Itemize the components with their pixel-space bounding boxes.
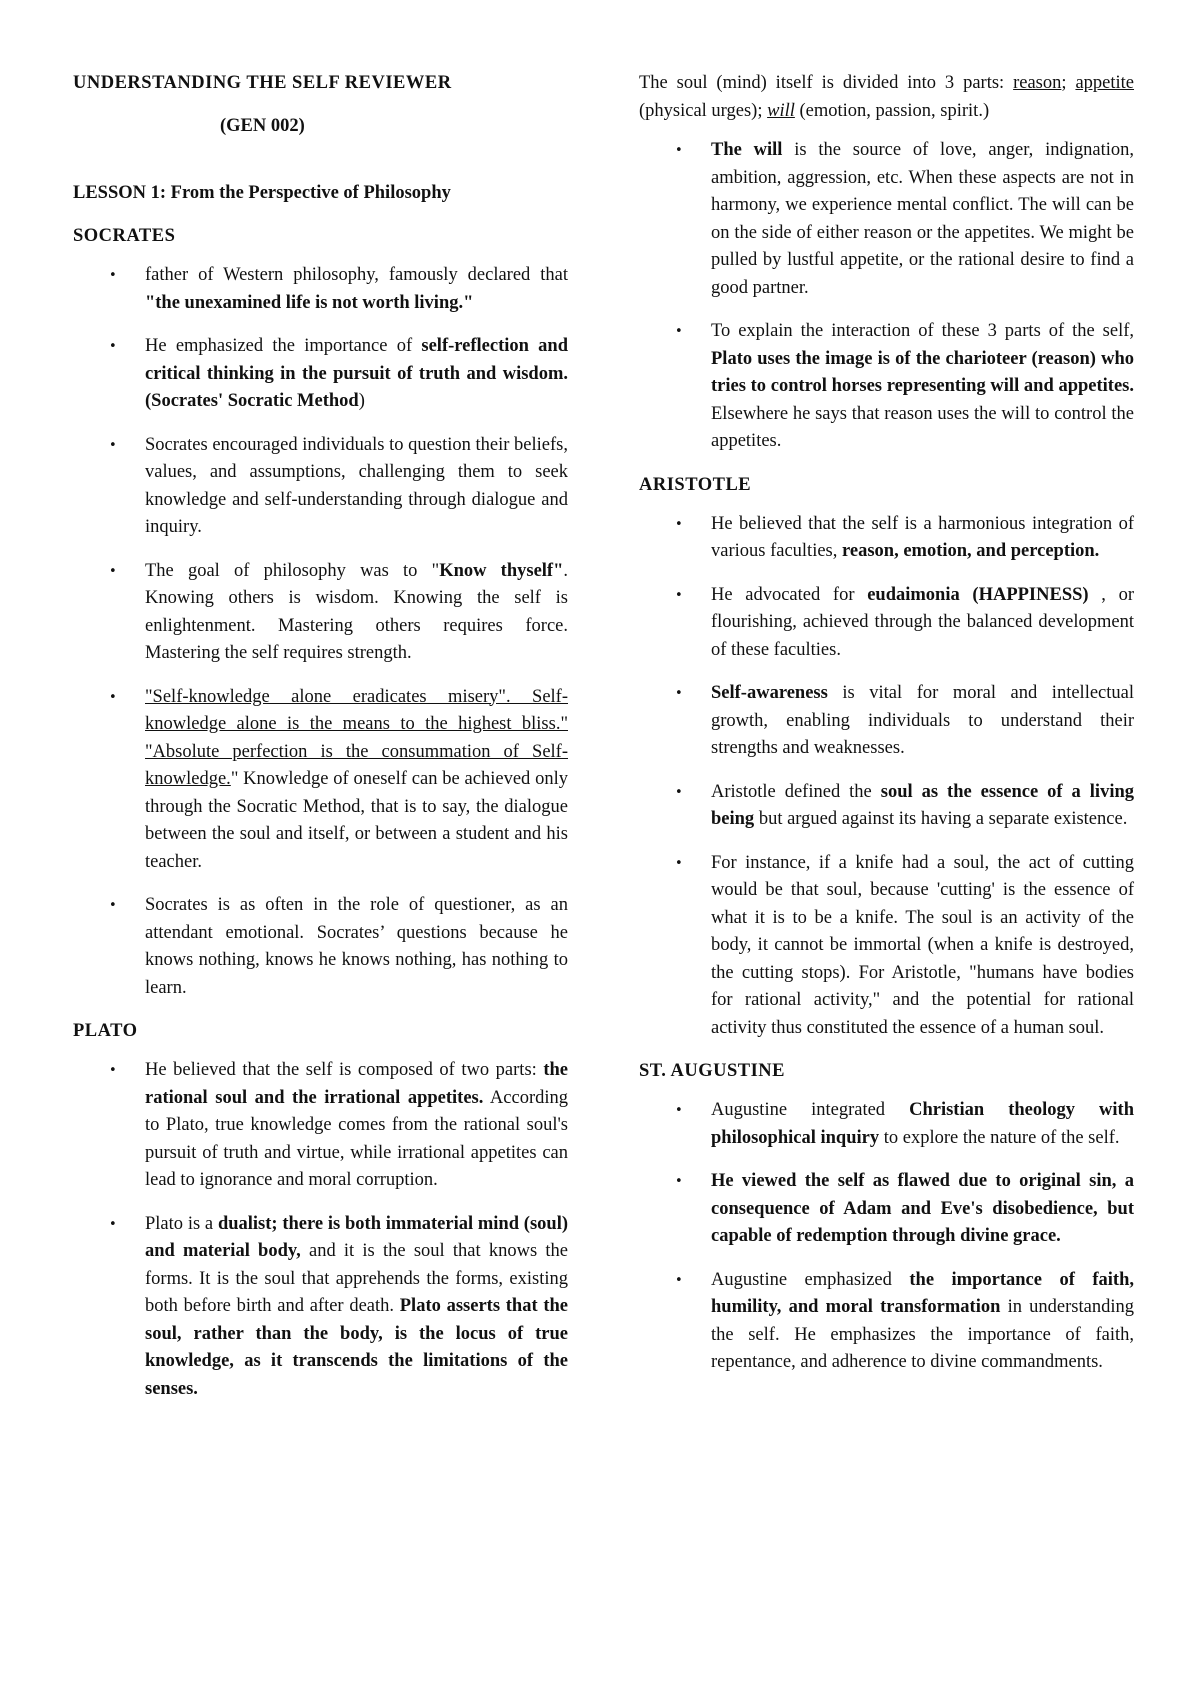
socrates-list [73,262,568,1002]
left-column [73,70,568,1419]
section-heading-socrates: SOCRATES [73,226,176,246]
list-item: • He believed that the self is a harmonious integration of various faculties, reason, emotion, and perception. [639,511,1134,566]
section-heading-augustine: ST. AUGUSTINE [639,1061,785,1081]
list-item: • The will is the source of love, anger, indignation, ambition, aggression, etc. When these aspects are not in harmony, we experience mental conflict. The will can be on the side of either reason or the appetites. We might be pulled by lustful appetite, or the rational desire to find a good partner. [639,137,1134,302]
list-item: • The goal of philosophy was to "Know thyself". Knowing others is wisdom. Knowing the self is enlightenment. Mastering others requires force. Mastering the self requires strength. [73,558,568,668]
aristotle-list [639,511,1134,1043]
list-item: • Plato is a dualist; there is both immaterial mind (soul) and material body, and it is the soul that knows the forms. It is the soul that apprehends the forms, existing both before birth and after death. Plato asserts that the soul, rather than the body, is the locus of true knowledge, as it transcends the limitations of the senses. [73,1211,568,1404]
list-item: • Aristotle defined the soul as the essence of a living being but argued against its having a separate existence. [639,779,1134,834]
lesson-heading: LESSON 1: From the Perspective of Philosophy [73,183,451,203]
list-item: • Socrates is as often in the role of questioner, as an attendant emotional. Socrates’ questions because he knows nothing, knows he knows nothing, has nothing to learn. [73,892,568,1002]
list-item: • He advocated for eudaimonia (HAPPINESS) , or flourishing, achieved through the balanced development of these faculties. [639,582,1134,665]
list-item: • Self-awareness is vital for moral and intellectual growth, enabling individuals to understand their strengths and weaknesses. [639,680,1134,763]
list-item: • To explain the interaction of these 3 parts of the self, Plato uses the image is of the charioteer (reason) who tries to control horses representing will and appetites. Elsewhere he says that reason uses the will to control the appetites. [639,318,1134,456]
list-item: • father of Western philosophy, famously declared that "the unexamined life is not worth living." [73,262,568,317]
list-item: • For instance, if a knife had a soul, the act of cutting would be that soul, because 'cutting' is the essence of what it is to be a knife. The soul is an activity of the body, it cannot be immortal (when a knife is destroyed, the cutting stops). For Aristotle, "humans have bodies for rational activity," and the potential for rational activity thus constituted the essence of a human soul. [639,850,1134,1043]
list-item: • Augustine emphasized the importance of faith, humility, and moral transformation in understanding the self. He emphasizes the importance of faith, repentance, and adherence to divine commandments. [639,1267,1134,1377]
list-item: • Augustine integrated Christian theology with philosophical inquiry to explore the nature of the self. [639,1097,1134,1152]
plato-list [73,1057,568,1403]
document-title: UNDERSTANDING THE SELF REVIEWER [73,73,452,93]
section-heading-aristotle: ARISTOTLE [639,474,752,495]
list-item: • He emphasized the importance of self-reflection and critical thinking in the pursuit of truth and wisdom. (Socrates' Socratic Method) [73,333,568,416]
course-code: (GEN 002) [220,116,305,136]
plato-list-continued [639,137,1134,456]
section-heading-plato: PLATO [73,1021,138,1041]
list-item: • He believed that the self is composed of two parts: the rational soul and the irrational appetites. According to Plato, true knowledge comes from the rational soul's pursuit of truth and virtue, while irrational appetites can lead to ignorance and moral corruption. [73,1057,568,1195]
list-item: • He viewed the self as flawed due to original sin, a consequence of Adam and Eve's disobedience, but capable of redemption through divine grace. [639,1168,1134,1251]
list-item: • Socrates encouraged individuals to question their beliefs, values, and assumptions, challenging them to seek knowledge and self-understanding through dialogue and inquiry. [73,432,568,542]
augustine-list [639,1097,1134,1377]
right-column [639,70,1134,1393]
list-item: • "Self-knowledge alone eradicates misery". Self-knowledge alone is the means to the highest bliss." "Absolute perfection is the consummation of Self-knowledge." Knowledge of oneself can be achieved only through the Socratic Method, that is to say, the dialogue between the soul and itself, or between a student and his teacher. [73,684,568,877]
plato-soul-parts: The soul (mind) itself is divided into 3 parts: reason; appetite (physical urges); will (emotion, passion, spirit.) [639,73,1135,121]
